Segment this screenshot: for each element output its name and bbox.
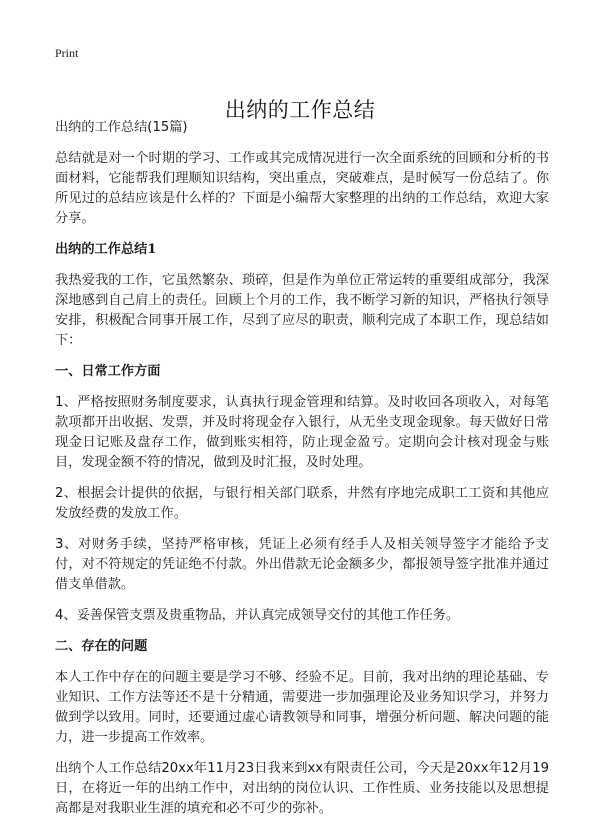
section-heading-daily-work: 一、日常工作方面 xyxy=(55,364,161,379)
intro-paragraph: 总结就是对一个时期的学习、工作或其完成情况进行一次全面系统的回顾和分析的书面材料，它能帮我们理顺知识结构，突出重点，突破难点，是时候写一份总结了。你所见过的总结应该是什么样的？下面是小编帮大家整理的出纳的工作总结，欢迎大家分享。 xyxy=(55,151,549,226)
section-heading-problems: 二、存在的问题 xyxy=(55,639,148,654)
list-item: 2、根据会计提供的依据，与银行相关部门联系，井然有序地完成职工工资和其他应发放经费的发放工作。 xyxy=(55,486,549,521)
document-body xyxy=(55,118,549,830)
article-heading: 出纳的工作总结1 xyxy=(55,242,157,257)
article-opening-paragraph: 我热爱我的工作，它虽然繁杂、琐碎，但是作为单位正常运转的重要组成部分，我深深地感到自己肩上的责任。回顾上个月的工作，我不断学习新的知识，严格执行领导安排，积极配合同事开展工作，尽到了应尽的职责，顺利完成了本职工作，现总结如下： xyxy=(55,273,549,348)
closing-paragraph: 出纳个人工作总结20xx年11月23日我来到xx有限责任公司，今天是20xx年12月19日，在将近一年的出纳工作中，对出纳的岗位认识、工作性质、业务技能以及思想提高都是对我职业生涯的填充和必不可少的弥补。 xyxy=(55,761,549,816)
page-title: 出纳的工作总结 xyxy=(224,98,376,123)
document-subtitle: 出纳的工作总结(15篇) xyxy=(55,120,188,135)
problems-paragraph: 本人工作中存在的问题主要是学习不够、经验不足。目前，我对出纳的理论基础、专业知识、工作方法等还不是十分精通，需要进一步加强理论及业务知识学习，并努力做到学以致用。同时，还要通过虚心请教领导和同事，增强分析问题、解决问题的能力，进一步提高工作效率。 xyxy=(55,670,549,745)
list-item: 1、严格按照财务制度要求，认真执行现金管理和结算。及时收回各项收入，对每笔款项都开出收据、发票，并及时将现金存入银行，从无坐支现金现象。每天做好日常现金日记账及盘存工作，做到账实相符，防止现金盈亏。定期向会计核对现金与账目，发现金额不符的情况，做到及时汇报，及时处理。 xyxy=(55,395,549,470)
print-label[interactable]: Print xyxy=(55,46,79,60)
list-item: 4、妥善保管支票及贵重物品，并认真完成领导交付的其他工作任务。 xyxy=(55,608,460,623)
list-item: 3、对财务手续，坚持严格审核，凭证上必须有经手人及相关领导签字才能给予支付，对不符规定的凭证绝不付款。外出借款无论金额多少，都报领导签字批准并通过借支单借款。 xyxy=(55,537,549,592)
